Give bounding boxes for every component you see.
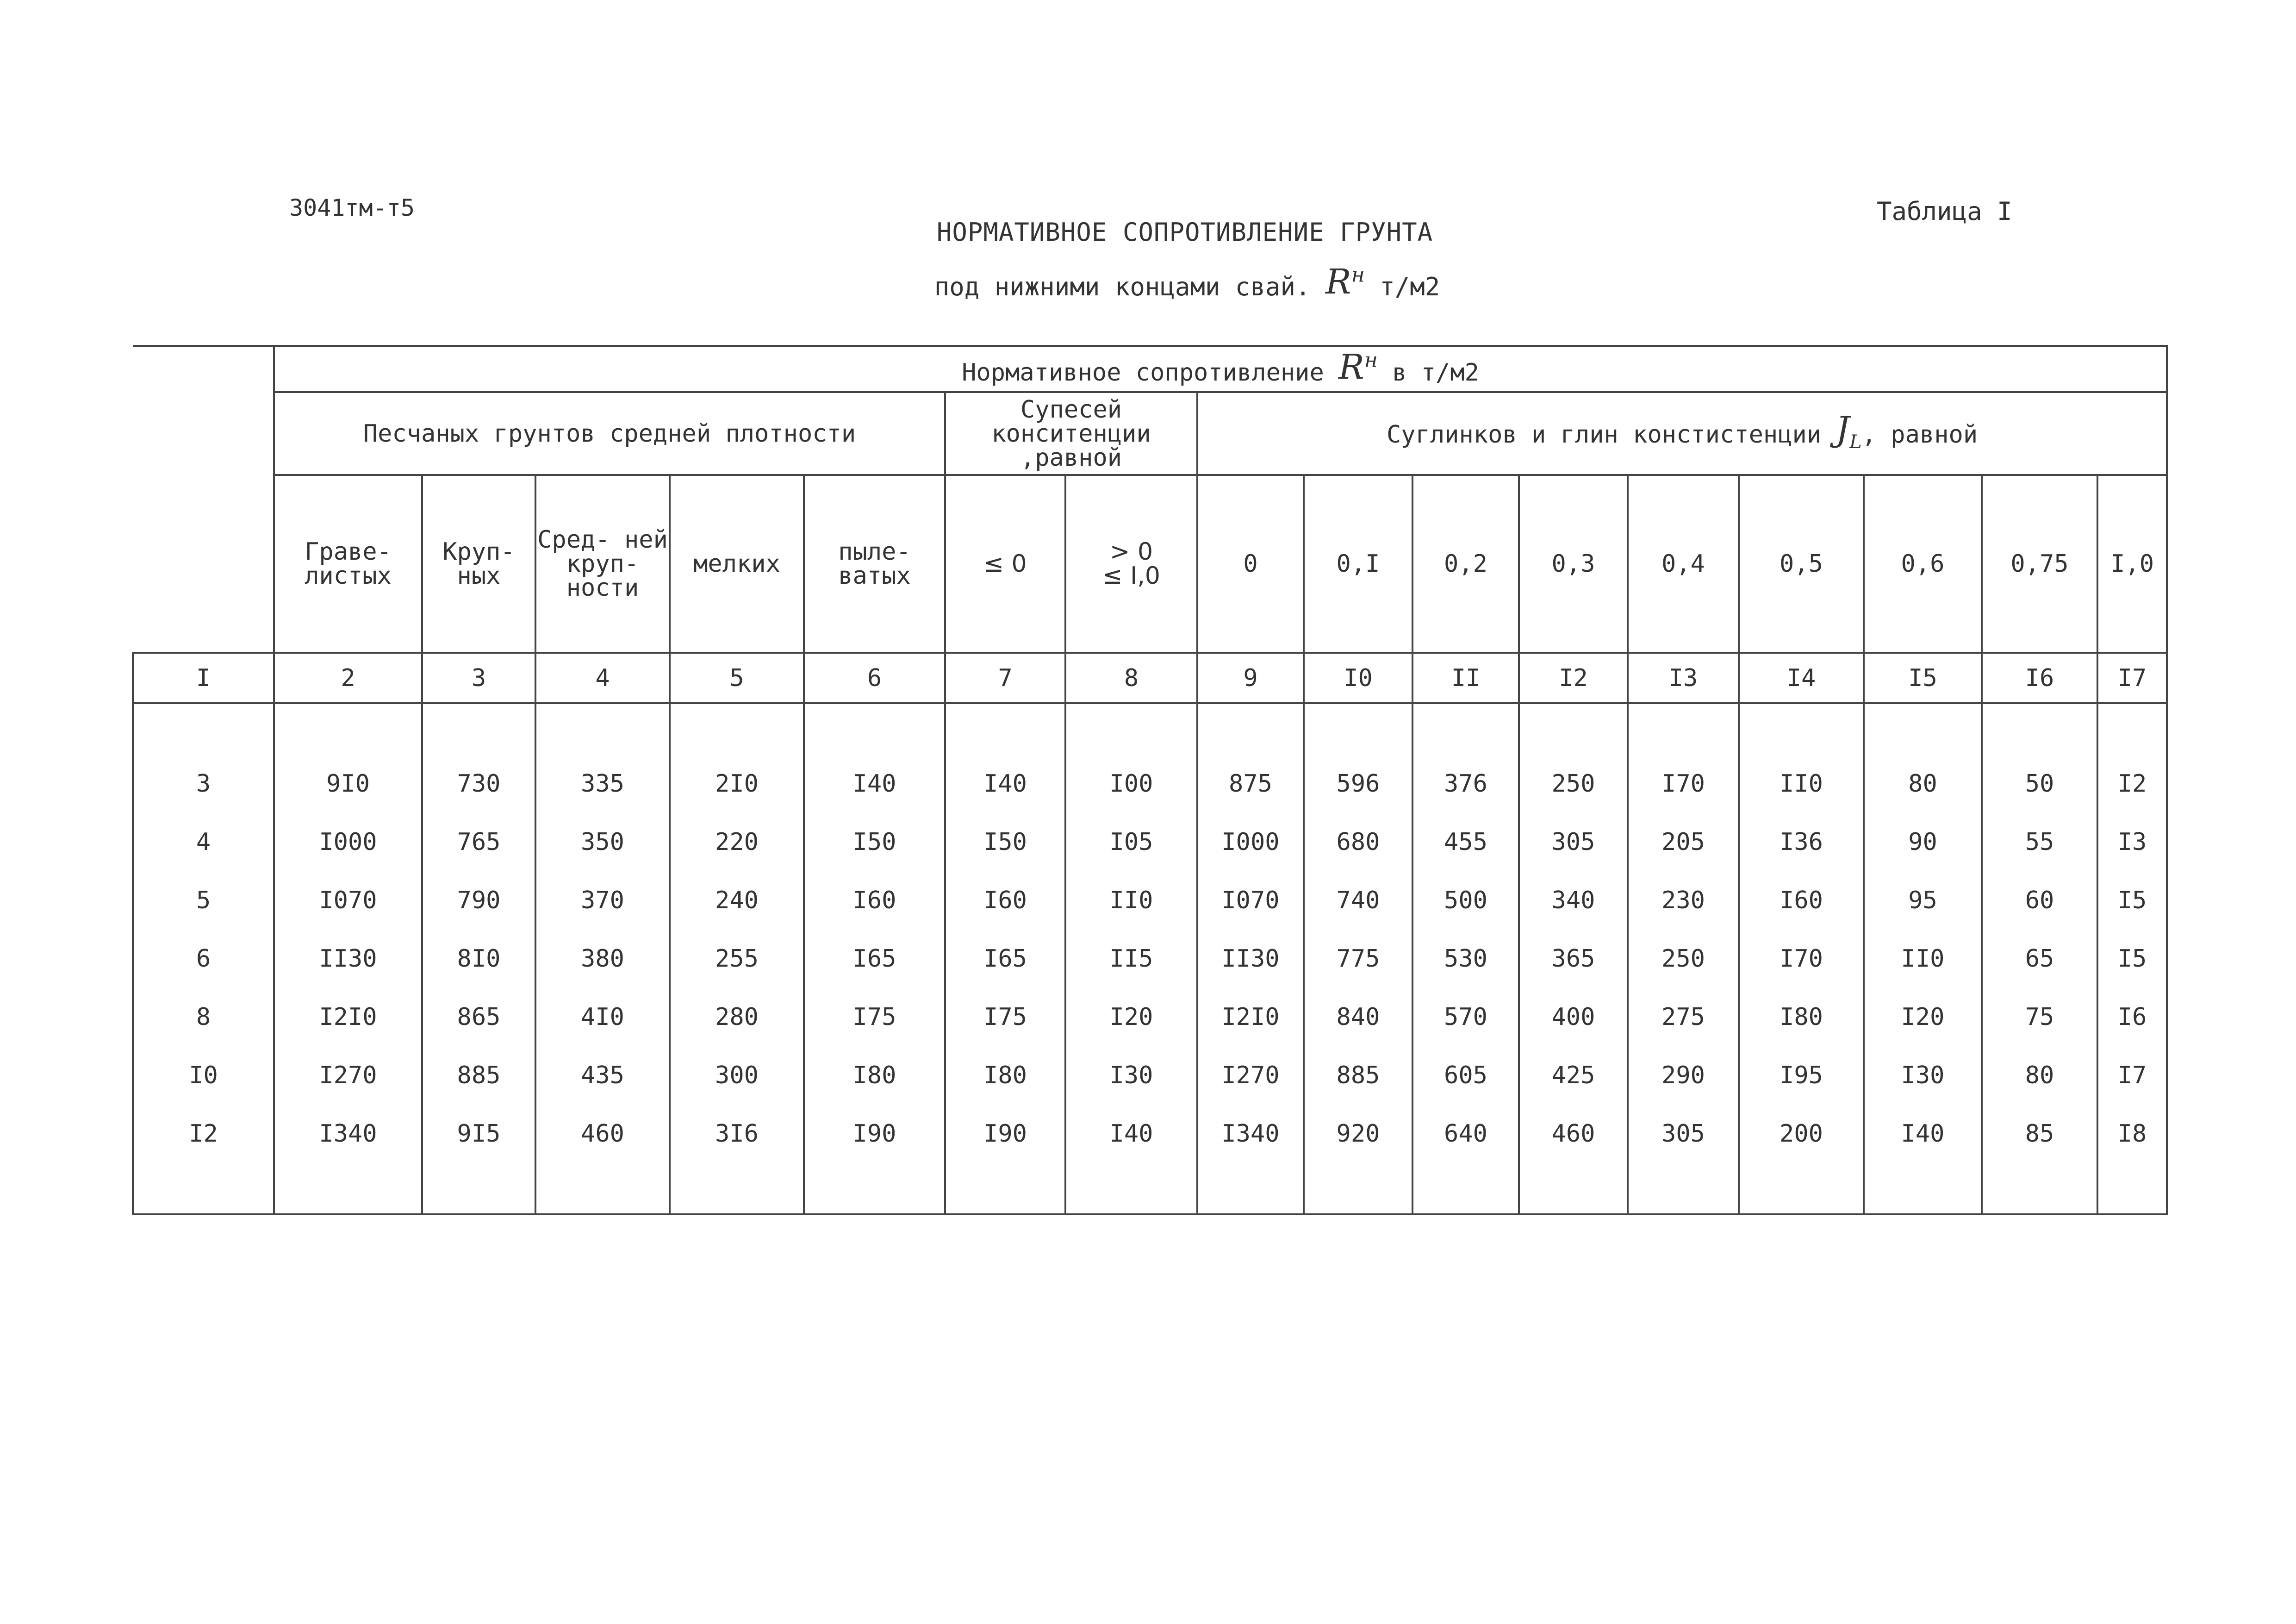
table-cell: 3 [196, 770, 211, 798]
column-number-cell: 3 [422, 653, 535, 703]
value-column [1628, 703, 1739, 1214]
table-cell: I30 [1109, 1062, 1153, 1089]
table-cell: I60 [1780, 887, 1823, 914]
table-cell: II0 [1780, 770, 1823, 798]
subheader-cell: 0,4 [1628, 475, 1739, 653]
table-cell: 765 [457, 828, 501, 856]
table-cell: 4 [196, 828, 211, 856]
table-cell: I000 [319, 828, 377, 856]
table-cell: I60 [852, 887, 896, 914]
resistance-table [132, 345, 2168, 1215]
table-cell: I90 [983, 1120, 1027, 1148]
table-cell: 370 [581, 887, 624, 914]
table-cell: 75 [2025, 1003, 2054, 1031]
table-cell: I36 [1780, 828, 1823, 856]
table-cell: 200 [1780, 1120, 1823, 1148]
table-cell: I20 [1109, 1003, 1153, 1031]
value-column [535, 703, 670, 1214]
column-number-cell: 6 [804, 653, 945, 703]
table-cell: I50 [983, 828, 1027, 856]
table-cell: 335 [581, 770, 624, 798]
column-number-cell: II [1412, 653, 1519, 703]
value-column [1412, 703, 1519, 1214]
table-cell: I40 [983, 770, 1027, 798]
column-number-cell: I6 [1982, 653, 2097, 703]
table-cell: I90 [852, 1120, 896, 1148]
subheader-cell: Граве- листых [274, 475, 422, 653]
table-cell: 365 [1551, 945, 1595, 973]
value-column [1519, 703, 1628, 1214]
title-line-1: НОРМАТИВНОЕ СОПРОТИВЛЕНИЕ ГРУНТА [936, 218, 1433, 247]
table-cell: 8 [196, 1003, 211, 1031]
table-cell: 455 [1444, 828, 1487, 856]
table-cell: 380 [581, 945, 624, 973]
table-cell: 885 [457, 1062, 501, 1089]
table-cell: I270 [319, 1062, 377, 1089]
table-cell: 275 [1661, 1003, 1705, 1031]
column-number-cell: I2 [1519, 653, 1628, 703]
value-column [274, 703, 422, 1214]
value-column [1739, 703, 1864, 1214]
table-cell: 425 [1551, 1062, 1595, 1089]
value-column [804, 703, 945, 1214]
table-cell: 865 [457, 1003, 501, 1031]
table-cell: 875 [1229, 770, 1272, 798]
table-cell: I070 [319, 887, 377, 914]
table-cell: II0 [1901, 945, 1945, 973]
column-number-cell: I4 [1739, 653, 1864, 703]
table-cell: 65 [2025, 945, 2054, 973]
column-number-cell: I [133, 653, 274, 703]
table-cell: I05 [1109, 828, 1153, 856]
table-cell: 85 [2025, 1120, 2054, 1148]
title-unit: т/м2 [1380, 272, 1440, 301]
table-cell: 255 [715, 945, 759, 973]
table-cell: I60 [983, 887, 1027, 914]
group-header-sand: Песчаных грунтов средней плотности [274, 392, 945, 475]
subheader-cell: пыле- ватых [804, 475, 945, 653]
table-cell: 9I0 [326, 770, 370, 798]
table-cell: II5 [1109, 945, 1153, 973]
table-cell: 570 [1444, 1003, 1487, 1031]
value-column [1065, 703, 1197, 1214]
table-cell: I5 [2117, 887, 2147, 914]
column-number-cell: I0 [1304, 653, 1412, 703]
value-column [1864, 703, 1982, 1214]
table-number-label: Таблица I [1877, 197, 2012, 226]
table-cell: 300 [715, 1062, 759, 1089]
table-cell: I2I0 [319, 1003, 377, 1031]
table-cell: 5 [196, 887, 211, 914]
table-cell: I8 [2117, 1120, 2147, 1148]
column-number-cell: I7 [2097, 653, 2167, 703]
value-column [670, 703, 804, 1214]
column-number-cell: 2 [274, 653, 422, 703]
table-cell: I30 [1901, 1062, 1945, 1089]
subheader-cell: 0,I [1304, 475, 1412, 653]
table-cell: 290 [1661, 1062, 1705, 1089]
pile-length-column [133, 703, 274, 1214]
table-cell: 80 [2025, 1062, 2054, 1089]
table-cell: I00 [1109, 770, 1153, 798]
table-cell: 460 [1551, 1120, 1595, 1148]
table-cell: II30 [319, 945, 377, 973]
table-cell: I70 [1780, 945, 1823, 973]
table-cell: I65 [983, 945, 1027, 973]
table-cell: 9I5 [457, 1120, 501, 1148]
table-cell: 240 [715, 887, 759, 914]
table-cell: 205 [1661, 828, 1705, 856]
table-cell: I2 [2117, 770, 2147, 798]
title-text: под нижними концами свай. [934, 272, 1311, 301]
table-cell: 305 [1551, 828, 1595, 856]
table-cell: 350 [581, 828, 624, 856]
title-line-2 [0, 264, 2296, 304]
subheader-cell: Сред- ней круп- ности [535, 475, 670, 653]
row-label-header [133, 346, 274, 653]
table-cell: 730 [457, 770, 501, 798]
table-cell: 605 [1444, 1062, 1487, 1089]
table-cell: 775 [1336, 945, 1380, 973]
table-cell: 920 [1336, 1120, 1380, 1148]
table-cell: I2 [189, 1120, 218, 1148]
table-cell: 460 [581, 1120, 624, 1148]
table-cell: I50 [852, 828, 896, 856]
table-cell: 435 [581, 1062, 624, 1089]
table-cell: I2I0 [1221, 1003, 1280, 1031]
table-cell: II30 [1221, 945, 1280, 973]
table-cell: 640 [1444, 1120, 1487, 1148]
table-cell: I270 [1221, 1062, 1280, 1089]
table-cell: 250 [1661, 945, 1705, 973]
value-column [422, 703, 535, 1214]
main-header: Нормативное сопротивление $R^н$ в т/м2 [274, 346, 2167, 392]
table-cell: I6 [2117, 1003, 2147, 1031]
value-column [2097, 703, 2167, 1214]
table-cell: 95 [1908, 887, 1937, 914]
table-cell: 500 [1444, 887, 1487, 914]
group-header-sandy-loam: Супесей конситенции ,равной [945, 392, 1197, 475]
column-number-cell: 9 [1197, 653, 1304, 703]
table-cell: 400 [1551, 1003, 1595, 1031]
column-number-cell: I5 [1864, 653, 1982, 703]
title-symbol: $R^н$ [1325, 262, 1365, 302]
value-column [1304, 703, 1412, 1214]
main-header-symbol: $R^н$ [1338, 347, 1378, 387]
table-cell: 840 [1336, 1003, 1380, 1031]
value-column [945, 703, 1065, 1214]
table-cell: I80 [1780, 1003, 1823, 1031]
subheader-cell: 0,75 [1982, 475, 2097, 653]
table-cell: I20 [1901, 1003, 1945, 1031]
table-cell: 596 [1336, 770, 1380, 798]
table-cell: 6 [196, 945, 211, 973]
table-cell: 2I0 [715, 770, 759, 798]
table-cell: 3I6 [715, 1120, 759, 1148]
table-cell: 790 [457, 887, 501, 914]
subheader-cell: ≤ 0 [945, 475, 1065, 653]
table-cell: 680 [1336, 828, 1380, 856]
table-cell: 250 [1551, 770, 1595, 798]
subheader-cell: 0,6 [1864, 475, 1982, 653]
table-cell: 740 [1336, 887, 1380, 914]
table-cell: I000 [1221, 828, 1280, 856]
table-cell: 885 [1336, 1062, 1380, 1089]
column-number-cell: 8 [1065, 653, 1197, 703]
table-cell: I7 [2117, 1062, 2147, 1089]
column-number-cell: I3 [1628, 653, 1739, 703]
table-cell: 220 [715, 828, 759, 856]
table-cell: 55 [2025, 828, 2054, 856]
table-cell: 230 [1661, 887, 1705, 914]
table-cell: I75 [852, 1003, 896, 1031]
subheader-cell: 0,2 [1412, 475, 1519, 653]
subheader-cell: Круп- ных [422, 475, 535, 653]
subheader-cell: 0,5 [1739, 475, 1864, 653]
column-number-cell: 4 [535, 653, 670, 703]
subheader-cell: мелких [670, 475, 804, 653]
table-cell: I070 [1221, 887, 1280, 914]
consistency-symbol: $J_L$ [1836, 409, 1862, 453]
column-number-cell: 5 [670, 653, 804, 703]
table-cell: II0 [1109, 887, 1153, 914]
subheader-cell: 0 [1197, 475, 1304, 653]
table-cell: 8I0 [457, 945, 501, 973]
table-cell: 4I0 [581, 1003, 624, 1031]
table-cell: I340 [1221, 1120, 1280, 1148]
table-cell: 80 [1908, 770, 1937, 798]
table-cell: I75 [983, 1003, 1027, 1031]
table-cell: 90 [1908, 828, 1937, 856]
table-cell: I5 [2117, 945, 2147, 973]
column-number-cell: 7 [945, 653, 1065, 703]
group-header-loam-clay: Суглинков и глин констистенции $J_L$, равной [1197, 392, 2167, 475]
table-cell: 60 [2025, 887, 2054, 914]
table-cell: I40 [852, 770, 896, 798]
table-cell: I65 [852, 945, 896, 973]
table-cell: I0 [189, 1062, 218, 1089]
subheader-cell: 0,3 [1519, 475, 1628, 653]
table-cell: 50 [2025, 770, 2054, 798]
table-cell: I95 [1780, 1062, 1823, 1089]
table-cell: 530 [1444, 945, 1487, 973]
table-cell: I40 [1901, 1120, 1945, 1148]
subheader-cell: I,0 [2097, 475, 2167, 653]
table-cell: 305 [1661, 1120, 1705, 1148]
table-cell: I40 [1109, 1120, 1153, 1148]
table-cell: I70 [1661, 770, 1705, 798]
value-column [1197, 703, 1304, 1214]
subheader-cell: > 0 ≤ I,0 [1065, 475, 1197, 653]
table-cell: I80 [983, 1062, 1027, 1089]
value-column [1982, 703, 2097, 1214]
table-cell: 340 [1551, 887, 1595, 914]
table-cell: I3 [2117, 828, 2147, 856]
table-cell: I340 [319, 1120, 377, 1148]
table-cell: I80 [852, 1062, 896, 1089]
table-cell: 376 [1444, 770, 1487, 798]
document-code: 3041тм-т5 [289, 194, 415, 221]
table-cell: 280 [715, 1003, 759, 1031]
